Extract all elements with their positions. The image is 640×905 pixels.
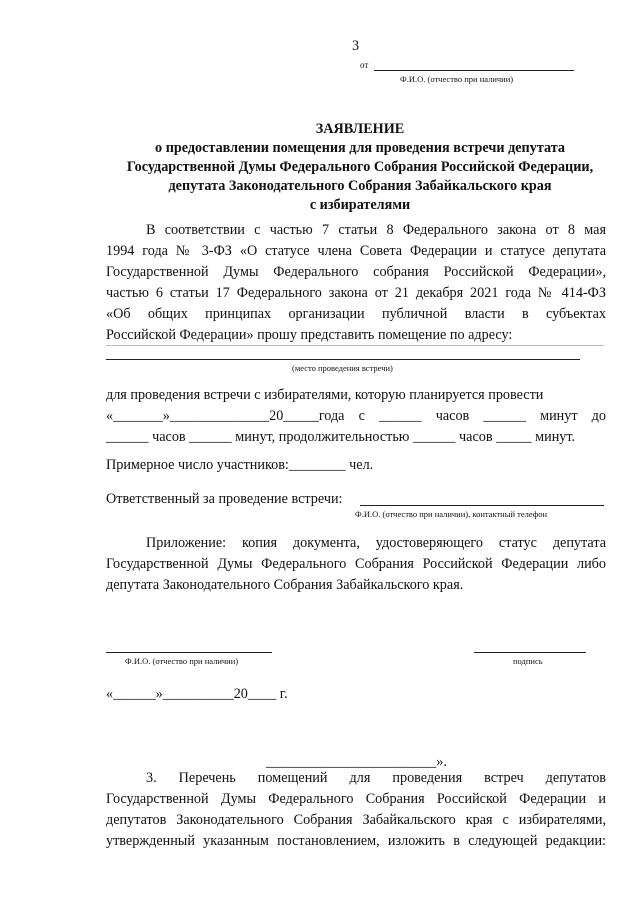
signature-fio-line	[106, 652, 272, 653]
from-fio-caption: Ф.И.О. (отчество при наличии)	[400, 74, 514, 84]
attachment-line-3: депутата Законодательного Собрания Забайкальского края.	[106, 577, 464, 593]
title-line-3: депутата Законодательного Собрания Забайкальского края	[168, 178, 552, 194]
item-3-line-4: утвержденный указанным постановлением, изложить в следующей редакции:	[106, 833, 606, 849]
from-fio-line	[374, 70, 574, 71]
intro-line-1: В соответствии с частью 7 статьи 8 Федерального закона от 8 мая	[146, 222, 606, 238]
title-line-4: с избирателями	[309, 197, 411, 213]
signature-fio-caption: Ф.И.О. (отчество при наличии)	[125, 656, 239, 666]
participants-line: Примерное число участников:________ чел.	[106, 457, 374, 473]
attachment-line-1: Приложение: копия документа, удостоверяющего статус депутата	[146, 535, 606, 551]
date-line: «______»__________20____ г.	[106, 686, 288, 702]
page-number: 3	[352, 38, 360, 54]
meeting-paragraph	[106, 385, 606, 448]
address-line-2	[106, 359, 580, 360]
item-3-line-2: Государственной Думы Федерального Собрания Российской Федерации и	[106, 791, 606, 807]
signature-sign-caption: подпись	[513, 656, 543, 666]
meeting-line-2: «_______»______________20_____года с ______ часов ______ минут до	[106, 408, 606, 424]
title-line-1: о предоставлении помещения для проведения встречи депутата	[155, 140, 565, 156]
attachment-paragraph	[106, 533, 606, 596]
item-3-paragraph	[106, 768, 606, 852]
meeting-line-3: ______ часов ______ минут, продолжительностью ______ часов _____ минут.	[106, 429, 576, 445]
document-title	[0, 120, 640, 215]
intro-paragraph	[106, 220, 606, 346]
responsible-caption: Ф.И.О. (отчество при наличии), контактный телефон	[355, 509, 548, 519]
attachment-line-2: Государственной Думы Федерального Собрания Российской Федерации либо	[106, 556, 606, 572]
title-word: ЗАЯВЛЕНИЕ	[315, 121, 405, 137]
intro-line-5: «Об общих принципах организации публичной власти в субъектах	[106, 306, 606, 322]
item-3-line-1: 3. Перечень помещений для проведения встреч депутатов	[146, 770, 606, 786]
title-line-2: Государственной Думы Федерального Собрания Российской Федерации,	[126, 159, 594, 175]
intro-line-3: Государственной Думы Федерального собрания Российской Федерации»,	[106, 264, 606, 280]
responsible-label: Ответственный за проведение встречи:	[106, 491, 343, 507]
address-line-1	[106, 345, 604, 346]
signature-sign-line	[474, 652, 586, 653]
place-caption: (место проведения встречи)	[292, 363, 393, 373]
intro-line-4: частью 6 статьи 17 Федерального закона от 21 декабря 2021 года № 414-ФЗ	[106, 285, 606, 301]
from-label: от	[360, 60, 369, 70]
intro-line-2: 1994 года № 3-ФЗ «О статусе члена Совета Федерации и статусе депутата	[106, 243, 606, 259]
responsible-line	[360, 505, 604, 506]
intro-line-6: Российской Федерации» прошу представить помещение по адресу:	[106, 327, 513, 343]
item-3-line-3: депутатов Законодательного Собрания Забайкальского края с избирателями,	[106, 812, 606, 828]
meeting-line-1: для проведения встречи с избирателями, которую планируется провести	[106, 387, 544, 403]
closing-line: ________________________».	[266, 754, 447, 770]
